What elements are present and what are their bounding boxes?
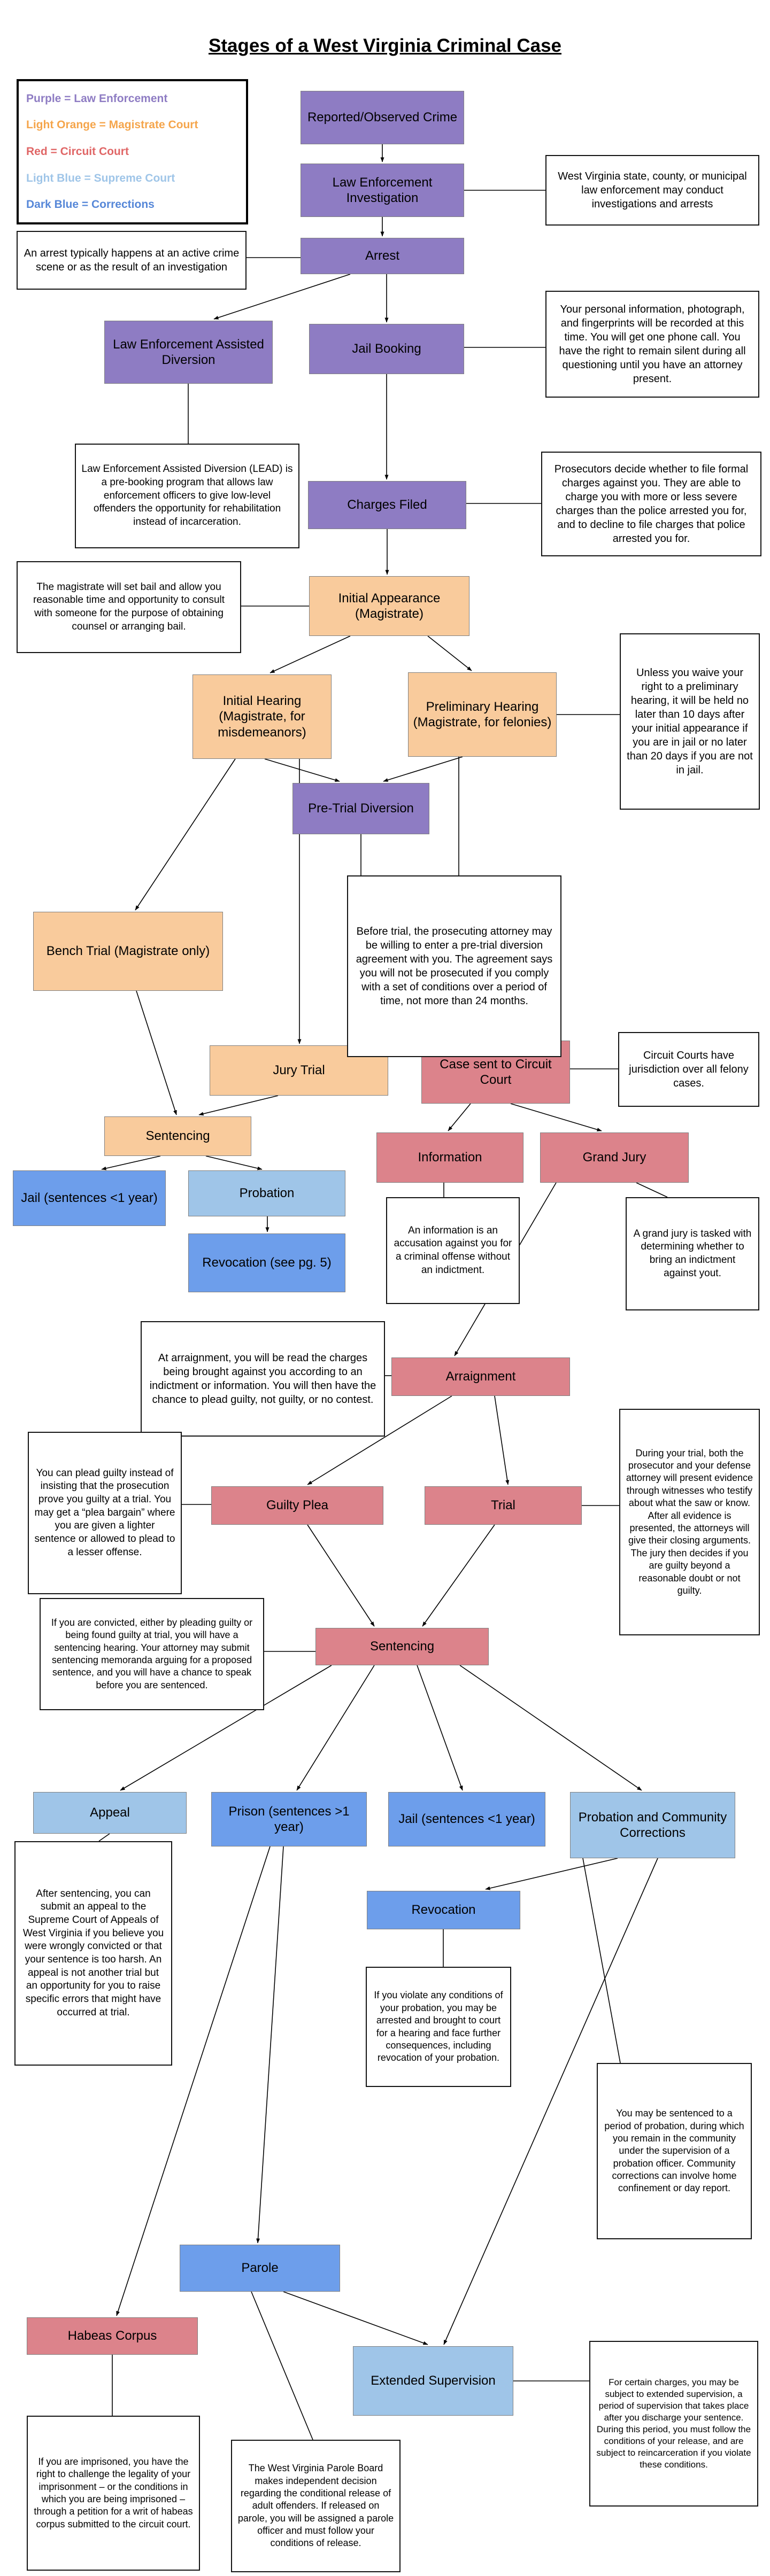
node-label-appeal: Appeal bbox=[90, 1805, 130, 1820]
edge-parole-boardnote bbox=[251, 2292, 313, 2440]
node-prison bbox=[211, 1792, 367, 1846]
node-revocation2 bbox=[367, 1891, 520, 1929]
node-arraignment bbox=[391, 1357, 570, 1396]
edge-initialhearing-benchtrial bbox=[135, 759, 235, 910]
node-jail1 bbox=[13, 1170, 166, 1226]
note-duringnote bbox=[619, 1409, 760, 1635]
edge-sentencing2-prison bbox=[297, 1665, 374, 1790]
note-personalnote bbox=[545, 291, 759, 398]
node-label-lawinv: Law Enforcement Investigation bbox=[332, 175, 433, 205]
note-unlessnote bbox=[620, 633, 760, 810]
note-text-boardnote: The West Virginia Parole Board makes independent decision regarding the conditional release of adult offenders. If released on parole, you will be assigned a parole officer and must follow your conditions of release. bbox=[237, 2463, 394, 2549]
edge-sentencing2-probationcc bbox=[460, 1665, 642, 1790]
note-text-prosecutorsnote: Prosecutors decide whether to file formal charges against you. They are able to charge you with more or less severe charges than the police arrested you for, and to decline to file charges that police arrested you for. bbox=[554, 463, 749, 545]
node-label-jail1: Jail (sentences <1 year) bbox=[21, 1191, 158, 1206]
node-sentencing2 bbox=[315, 1628, 489, 1665]
node-initialappearance bbox=[309, 576, 469, 636]
node-label-probationcc: Probation and Community Corrections bbox=[578, 1810, 727, 1840]
note-circuitnote bbox=[618, 1032, 759, 1107]
note-wvnote bbox=[545, 155, 759, 226]
edge-arraignment-trial bbox=[495, 1396, 508, 1485]
note-text-magistratenote: The magistrate will set bail and allow you reasonable time and opportunity to consult with someone for the purpose of obtaining counsel or arranging bail. bbox=[33, 581, 225, 632]
note-arrestnote bbox=[17, 231, 247, 290]
note-text-leadnote: Law Enforcement Assisted Diversion (LEAD) is a pre-booking program that allows law enforcement officers to give low-level offenders the opportunity for rehabilitation instead of incarceration. bbox=[81, 463, 293, 528]
node-probation bbox=[188, 1170, 345, 1216]
node-label-revocation2: Revocation bbox=[411, 1903, 476, 1918]
note-arraignnote bbox=[141, 1321, 385, 1437]
legend-item-purple: Purple = Law Enforcement bbox=[26, 92, 168, 105]
node-label-initialhearing: Initial Hearing (Magistrate, for misdemeanors) bbox=[218, 694, 306, 740]
node-guiltyplea bbox=[211, 1486, 383, 1525]
note-text-violatenote: If you violate any conditions of your probation, you may be arrested and brought to court for a hearing and face further consequences, including revocation of your probation. bbox=[374, 1990, 503, 2063]
node-label-revocation1: Revocation (see pg. 5) bbox=[202, 1255, 332, 1270]
edge-initialhearing-pretrial bbox=[265, 759, 340, 781]
note-text-imprisonednote: If you are imprisoned, you have the right to challenge the legality of your imprisonment – or the conditions in which you are being imprisoned – through a petition for a writ of habeas corpus submitted to the circuit court. bbox=[34, 2456, 193, 2530]
legend-item-red: Red = Circuit Court bbox=[26, 145, 129, 158]
node-reported bbox=[301, 91, 464, 144]
edge-initialappearance-initialhearing bbox=[270, 636, 350, 673]
node-label-arraignment: Arraignment bbox=[445, 1369, 516, 1384]
node-trial bbox=[425, 1486, 582, 1525]
node-label-jailbooking: Jail Booking bbox=[352, 342, 421, 356]
node-label-habeas: Habeas Corpus bbox=[67, 2329, 157, 2344]
node-label-chargesfiled: Charges Filed bbox=[347, 498, 427, 513]
note-text-beforenote: Before trial, the prosecuting attorney may be willing to enter a pre-trial diversion agreement with you. The agreement says you will not be prosecuted if you comply with a set of conditions over a period of time, not more than 24 months. bbox=[356, 926, 553, 1007]
edge-benchtrial-sentencing1 bbox=[136, 991, 176, 1115]
node-benchtrial bbox=[33, 912, 223, 991]
edge-sentencing2-jail2 bbox=[417, 1665, 463, 1790]
node-label-parole: Parole bbox=[241, 2261, 279, 2276]
edge-sentencing1-probation bbox=[206, 1156, 262, 1169]
node-label-pretrial: Pre-Trial Diversion bbox=[308, 801, 414, 816]
legend-item-light-blue: Light Blue = Supreme Court bbox=[26, 172, 175, 184]
node-pretrial bbox=[292, 783, 429, 834]
note-text-arraignnote: At arraignment, you will be read the charges being brought against you according to an indictment or information. You will then have the chance to plead guilty, not guilty, or no contest. bbox=[149, 1352, 376, 1406]
node-parole bbox=[180, 2245, 340, 2292]
node-label-probation: Probation bbox=[239, 1186, 295, 1201]
note-violatenote bbox=[366, 1967, 511, 2087]
note-text-pleadnote: You can plead guilty instead of insisting that the prosecution prove you guilty at a trial. You may get a “plea bargain” where you are given a lighter sentence or allowed to plead to a lesser offense. bbox=[34, 1467, 175, 1558]
node-label-prison: Prison (sentences >1 year) bbox=[228, 1804, 350, 1834]
node-jail2 bbox=[388, 1792, 545, 1846]
node-revocation1 bbox=[188, 1233, 345, 1292]
node-label-extsup: Extended Supervision bbox=[371, 2373, 496, 2388]
edge-sentencing1-jail1 bbox=[102, 1156, 160, 1169]
edge-grandjury-gjnote bbox=[636, 1183, 667, 1197]
node-habeas bbox=[27, 2317, 198, 2355]
node-label-lead: Law Enforcement Assisted Diversion bbox=[113, 337, 264, 367]
node-sentencing1 bbox=[104, 1116, 251, 1156]
edge-casecircuit-grandjury bbox=[511, 1104, 602, 1131]
note-boardnote bbox=[231, 2440, 401, 2572]
node-extsup bbox=[353, 2346, 513, 2416]
note-prosecutorsnote bbox=[541, 452, 761, 556]
note-certainnote bbox=[589, 2341, 758, 2507]
edge-appeal-afternote bbox=[99, 1834, 110, 1841]
edge-probationcc-maynote bbox=[583, 1858, 620, 2063]
node-appeal bbox=[33, 1792, 187, 1834]
note-beforenote bbox=[347, 875, 561, 1057]
note-text-afternote: After sentencing, you can submit an appeal to the Supreme Court of Appeals of West Virginia if you believe you were wrongly convicted or that your sentence is too harsh. An appeal is not another trial but an opportunity for you to raise specific errors that might have occurred at trial. bbox=[22, 1888, 164, 2018]
note-text-unlessnote: Unless you waive your right to a preliminary hearing, it will be held no later than 10 days after your initial appearance if you are in jail or no later than 20 days if you are not in jail. bbox=[627, 667, 753, 776]
node-label-jurytrial: Jury Trial bbox=[273, 1063, 325, 1078]
node-arrest bbox=[301, 238, 464, 274]
node-chargesfiled bbox=[308, 481, 466, 529]
node-label-benchtrial: Bench Trial (Magistrate only) bbox=[46, 944, 210, 959]
edge-probationcc-revocation2 bbox=[486, 1858, 618, 1889]
note-maynote bbox=[597, 2063, 752, 2239]
node-label-trial: Trial bbox=[491, 1498, 515, 1513]
node-label-prelimhearing: Preliminary Hearing (Magistrate, for felonies) bbox=[413, 699, 552, 730]
note-text-convictednote: If you are convicted, either by pleading guilty or being found guilty at trial, you will have a sentencing hearing. Your attorney may submit sentencing memoranda arguing for a proposed sentence, and you will have a chance to speak before you are sentenced. bbox=[51, 1617, 253, 1690]
note-text-personalnote: Your personal information, photograph, and fingerprints will be recorded at this time. You will get one phone call. You have the right to remain silent during all questioning until you have an attorney present. bbox=[559, 304, 746, 385]
page-title: Stages of a West Virginia Criminal Case bbox=[208, 35, 562, 56]
node-label-sentencing2: Sentencing bbox=[369, 1639, 435, 1654]
legend-box bbox=[17, 79, 248, 224]
node-lawinv bbox=[301, 164, 464, 217]
note-pleadnote bbox=[28, 1432, 182, 1594]
note-text-maynote: You may be sentenced to a period of probation, during which you remain in the community under the supervision of a probation officer. Community corrections can involve home confinement or day report. bbox=[604, 2108, 744, 2194]
node-label-arrest: Arrest bbox=[365, 249, 399, 263]
node-label-guiltyplea: Guilty Plea bbox=[266, 1498, 329, 1513]
edge-trial-sentencing2 bbox=[422, 1525, 495, 1626]
node-label-casecircuit: Case sent to Circuit Court bbox=[440, 1057, 552, 1087]
legend-item-light-orange: Light Orange = Magistrate Court bbox=[26, 119, 198, 131]
note-gjnote bbox=[626, 1197, 759, 1310]
node-initialhearing bbox=[192, 674, 332, 759]
node-label-sentencing1: Sentencing bbox=[145, 1129, 210, 1144]
node-label-information: Information bbox=[418, 1150, 482, 1165]
edge-initialappearance-prelimhearing bbox=[428, 636, 472, 671]
node-information bbox=[376, 1132, 523, 1183]
note-leadnote bbox=[75, 444, 299, 548]
note-text-duringnote: During your trial, both the prosecutor and your defense attorney will present evidence through witnesses who testify about what the saw or know. After all evidence is presented, the attorneys will give their closing arguments. The jury then decides if you are guilty beyond a reasonable doubt or not guilty. bbox=[626, 1447, 753, 1596]
note-text-arrestnote: An arrest typically happens at an active crime scene or as the result of an investigation bbox=[24, 247, 240, 273]
node-lead bbox=[104, 321, 273, 384]
node-label-initialappearance: Initial Appearance (Magistrate) bbox=[338, 591, 441, 621]
note-infonote bbox=[386, 1197, 520, 1304]
node-jailbooking bbox=[309, 324, 464, 374]
node-prelimhearing bbox=[408, 672, 557, 757]
note-afternote bbox=[14, 1841, 172, 2066]
node-label-grandjury: Grand Jury bbox=[582, 1150, 646, 1165]
node-grandjury bbox=[540, 1132, 689, 1183]
note-text-certainnote: For certain charges, you may be subject to extended supervision, a period of supervision that takes place after you discharge your sentence. During this period, you must follow the conditions of your release, and are subject to reincarceration if you violate these conditions. bbox=[596, 2377, 751, 2470]
note-magistratenote bbox=[17, 561, 241, 653]
note-text-gjnote: A grand jury is tasked with determining whether to bring an indictment against yout. bbox=[633, 1228, 752, 1279]
node-label-reported: Reported/Observed Crime bbox=[307, 110, 458, 125]
note-convictednote bbox=[40, 1598, 264, 1710]
note-imprisonednote bbox=[27, 2416, 200, 2571]
edge-jurytrial-sentencing1 bbox=[199, 1096, 278, 1115]
edge-prelimhearing-pretrial bbox=[383, 757, 463, 781]
edge-parole-extsup bbox=[283, 2292, 428, 2345]
edge-casecircuit-information bbox=[448, 1104, 471, 1131]
node-probationcc bbox=[570, 1792, 735, 1858]
node-label-jail2: Jail (sentences <1 year) bbox=[398, 1812, 535, 1827]
note-text-infonote: An information is an accusation against you for a criminal offense without an indictment. bbox=[394, 1224, 512, 1276]
note-text-wvnote: West Virginia state, county, or municipal law enforcement may conduct investigations and arrests bbox=[558, 170, 747, 210]
legend-item-dark-blue: Dark Blue = Corrections bbox=[26, 198, 155, 211]
note-text-circuitnote: Circuit Courts have jurisdiction over all felony cases. bbox=[629, 1050, 749, 1089]
edge-guiltyplea-sentencing2 bbox=[307, 1525, 374, 1626]
edge-prison-parole bbox=[258, 1846, 283, 2243]
